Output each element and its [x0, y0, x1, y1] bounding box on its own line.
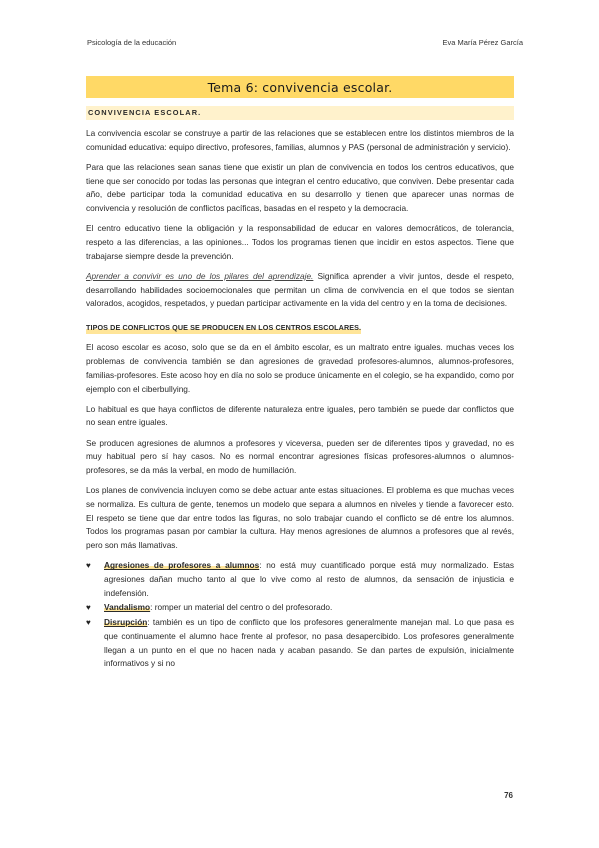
list-item-text: : no está muy cuantificado porque está muy normalizado. Estas agresiones dañan mucho tanto al que lo vive como al resto de alumnos, da sensación de injusticia e indefensión. — [104, 560, 515, 598]
list-item-text: : también es un tipo de conflicto que los profesores generalmente manejan mal. Lo que pasa es que continuamente el alumno hace frente al profesor, no pasa desapercibido. Los profesores generalmente llegan a un punto en el que no hacen nada y acaban pasando. Se dan partes de expulsión, inicialmente informativos y si no — [104, 617, 514, 669]
list-item — [86, 559, 514, 600]
paragraph: El acoso escolar es acoso, solo que se da en el ámbito escolar, es un maltrato entre iguales. muchas veces los problemas de convivencia también se dan agresiones de gravedad profesores-alumnos, alumnos-profesores, familias-profesores. Este acoso hoy en día no solo se produce únicamente en el colegio, se ha expandido, como por ejemplo con el ciberbullying. — [86, 342, 515, 394]
list-item-term: Vandalismo — [104, 602, 151, 613]
list-item — [86, 616, 514, 671]
page-number: 76 — [504, 791, 513, 800]
header-author: Eva María Pérez García — [442, 38, 523, 47]
heart-bullet-icon: ♥ — [86, 561, 91, 571]
title-banner — [86, 76, 514, 98]
pillar-text: Significa aprender a vivir juntos, desde el respeto, desarrollando habilidades socioemocionales que permitan un clima de convivencia en el que todos se sientan valorados, acogidos, respetados, y puedan participar activamente en la vida del centro y en la toma de decisiones. — [86, 270, 514, 309]
list-item-term: Disrupción — [104, 617, 148, 628]
paragraph: Lo habitual es que haya conflictos de diferente naturaleza entre iguales, pero también se puede dar conflictos que no sean entre iguales. — [86, 403, 514, 428]
main-content — [86, 127, 514, 672]
heart-bullet-icon: ♥ — [86, 603, 91, 613]
heart-bullet-icon: ♥ — [86, 618, 91, 628]
paragraph: Los planes de convivencia incluyen como se debe actuar ante estas situaciones. El problema es que muchas veces se normaliza. Es cultura de gente, tenemos un modelo que separa a alumnos en niveles y tiende a favorecer esto. El respeto se tiene que dar entre todos las figuras, no solo trabajar cuando el conflicto se dé entre los alumnos. Todos los programas pasan por cambiar la cultura. Hay menos agresiones de alumnos a profesores que al revés, pero son más llamativas. — [86, 485, 514, 551]
conflict-type-list — [86, 559, 514, 671]
subheading-conflict-types: TIPOS DE CONFLICTOS QUE SE PRODUCEN EN LOS CENTROS ESCOLARES. — [86, 323, 362, 333]
page-title: Tema 6: convivencia escolar. — [207, 79, 393, 95]
pillar-paragraph — [86, 270, 514, 311]
paragraph: Para que las relaciones sean sanas tiene que existir un plan de convivencia en todos los centros educativos, que tiene que ser conocido por todas las personas que integran el centro educativo, que conviven. Debe presentar cada año, debe participar toda la comunidad educativa en su desarrollo y tienen que aparecer unas normas de convivencia y resolución de conflictos pacíficas, basadas en el respeto y la democracia. — [86, 161, 514, 214]
list-item-term: Agresiones de profesores a alumnos — [104, 560, 260, 571]
paragraph: El centro educativo tiene la obligación y la responsabilidad de educar en valores democráticos, de tolerancia, respeto a las diferencias, a las opiniones... Todos los programas tienen que incidir en estos aspectos. Tiene que trabajarse siempre desde la prevención. — [86, 223, 514, 261]
paragraph: Se producen agresiones de alumnos a profesores y viceversa, pueden ser de diferentes tipos y gravedad, no es muy habitual pero sí hay casos. No es normal encontrar agresiones físicas profesores-alumnos o alumnos-profesores, se da más la verbal, en modo de humillación. — [86, 437, 514, 476]
header-course: Psicología de la educación — [87, 38, 177, 47]
section-banner — [86, 106, 514, 120]
paragraph: La convivencia escolar se construye a partir de las relaciones que se establecen entre los distintos miembros de la comunidad educativa: equipo directivo, profesores, familias, alumnos y PAS (personal de administración y servicio). — [86, 128, 514, 152]
list-item — [86, 601, 514, 615]
list-item-text: : romper un material del centro o del profesorado. — [150, 602, 333, 613]
pillar-highlight: Aprender a convivir es uno de los pilares del aprendizaje. — [86, 270, 314, 281]
section-heading: CONVIVENCIA ESCOLAR. — [88, 108, 202, 117]
